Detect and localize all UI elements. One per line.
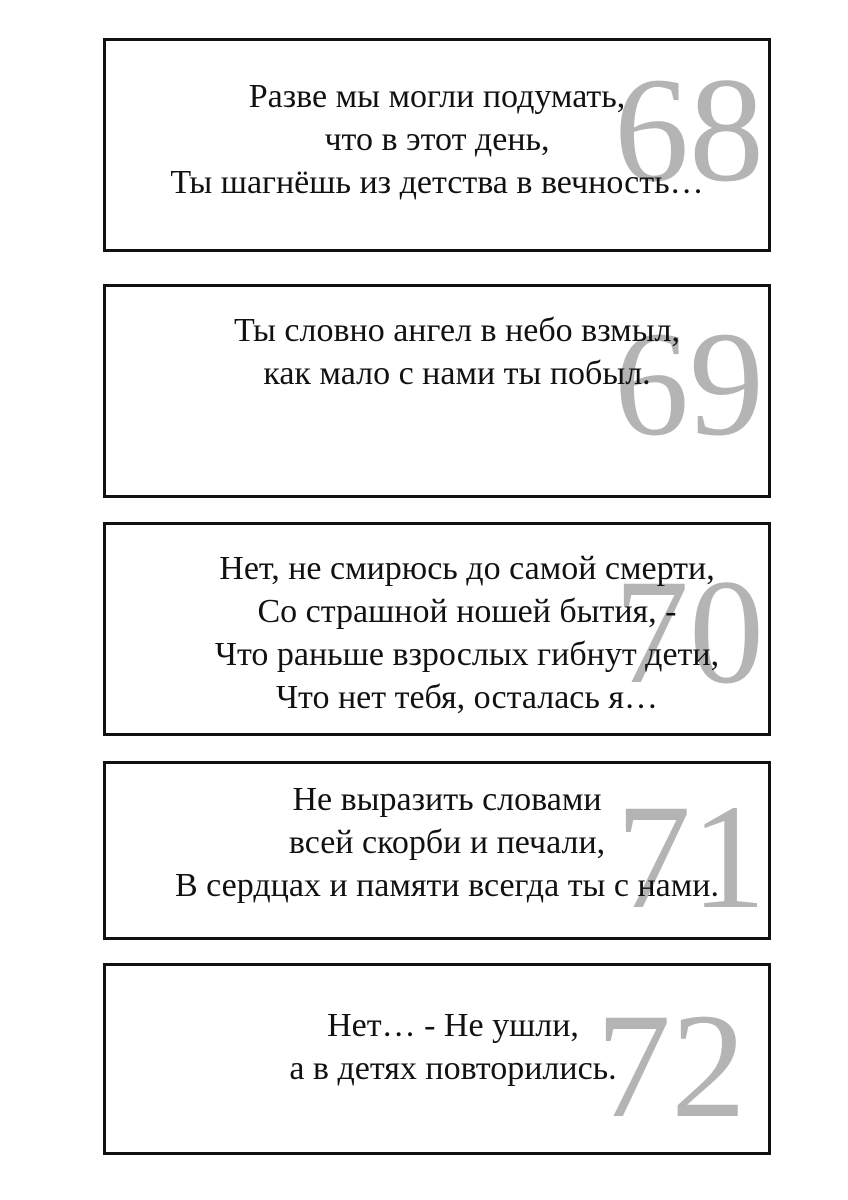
verse-line: Со страшной ношей бытия, - bbox=[257, 593, 677, 630]
verse-line: всей скорби и печали, bbox=[288, 824, 606, 861]
verse-card-71 bbox=[103, 761, 771, 940]
card-number: 71 bbox=[616, 774, 766, 940]
card-number: 70 bbox=[614, 549, 764, 715]
verse-line: Не выразить словами bbox=[292, 781, 602, 818]
verse-text bbox=[106, 75, 768, 204]
verse-card-70 bbox=[103, 522, 771, 736]
verse-line: как мало с нами ты побыл. bbox=[263, 355, 651, 392]
verse-line: Ты шагнёшь из детства в вечность… bbox=[170, 164, 704, 201]
verse-line: Нет, не смирюсь до самой смерти, bbox=[219, 550, 715, 587]
verse-text bbox=[116, 778, 771, 907]
verse-line: Разве мы могли подумать, bbox=[248, 78, 626, 115]
verse-text bbox=[126, 309, 771, 395]
card-number: 69 bbox=[614, 301, 764, 467]
verse-line: Что раньше взрослых гибнут дети, bbox=[214, 636, 720, 673]
verse-line: Нет… - Не ушли, bbox=[327, 1007, 579, 1044]
verse-card-68 bbox=[103, 38, 771, 252]
verse-text bbox=[136, 547, 771, 719]
verse-text bbox=[122, 1004, 771, 1090]
verse-line: что в этот день, bbox=[324, 121, 550, 158]
verse-line: Ты словно ангел в небо взмыл, bbox=[233, 312, 681, 349]
verse-card-72 bbox=[103, 963, 771, 1155]
card-number: 72 bbox=[596, 983, 746, 1149]
verse-line: В сердцах и памяти всегда ты с нами. bbox=[175, 867, 719, 904]
verse-line: Что нет тебя, осталась я… bbox=[275, 679, 659, 716]
card-number: 68 bbox=[614, 47, 764, 213]
verse-card-69 bbox=[103, 284, 771, 498]
verse-line: а в детях повторились. bbox=[289, 1050, 617, 1087]
